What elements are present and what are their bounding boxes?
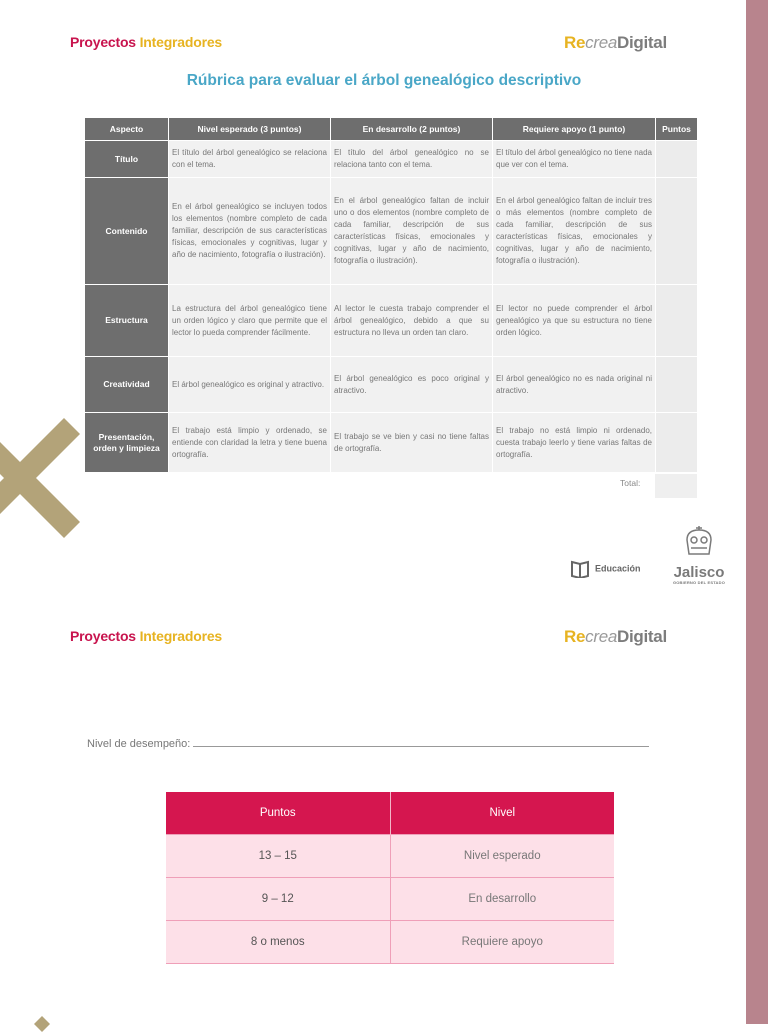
decorative-shape-bottom [28, 1012, 68, 1036]
cell-apoyo: El lector no puede comprender el árbol genealógico ya que su estructura no tiene orden lógico. [493, 285, 656, 357]
cell-apoyo: El título del árbol genealógico no tiene nada que ver con el tema. [493, 141, 656, 178]
col-puntos: Puntos [166, 792, 390, 835]
cell-desarrollo: El trabajo se ve bien y casi no tiene faltas de ortografía. [331, 413, 493, 473]
table-row [85, 285, 698, 357]
table-row [85, 141, 698, 178]
score-header-row [166, 792, 614, 835]
nivel-cell: En desarrollo [390, 878, 614, 921]
col-aspecto: Aspecto [85, 118, 169, 141]
cell-esperado: El trabajo está limpio y ordenado, se entiende con claridad la letra y tiene buena ortografía. [169, 413, 331, 473]
page-title: Rúbrica para evaluar el árbol genealógico descriptivo [186, 72, 582, 89]
score-table [166, 792, 614, 964]
educacion-text: Educación [595, 563, 641, 574]
table-row [166, 878, 614, 921]
total-label: Total: [620, 478, 641, 488]
aspect-cell: Estructura [85, 285, 169, 357]
rubric-header-row [85, 118, 698, 141]
cell-apoyo: El árbol genealógico no es nada original ni atractivo. [493, 357, 656, 413]
col-desarrollo: En desarrollo (2 puntos) [331, 118, 493, 141]
col-nivel: Nivel [390, 792, 614, 835]
table-row [85, 413, 698, 473]
brand-proyectos-integradores [70, 34, 222, 50]
jalisco-subtext: GOBIERNO DEL ESTADO [672, 580, 726, 585]
nivel-desempeno-field [87, 736, 649, 750]
points-cell[interactable] [656, 413, 698, 473]
points-cell[interactable] [656, 141, 698, 178]
table-row [166, 921, 614, 964]
cell-apoyo: En el árbol genealógico faltan de incluir tres o más elementos (nombre completo de cada familiar, descripción de sus características físicas, emocionales y cognitivas, lugar y año de nacimiento, fotografía o ilustración). [493, 178, 656, 285]
puntos-cell: 8 o menos [166, 921, 390, 964]
table-row [166, 835, 614, 878]
book-icon [570, 560, 590, 578]
decorative-x-shape [0, 418, 80, 538]
recrea-digital-logo: RecreaDigital [564, 33, 667, 52]
jalisco-crest-icon [681, 526, 717, 560]
jalisco-text: Jalisco [673, 564, 725, 581]
nivel-desempeno-label: Nivel de desempeño: [87, 738, 191, 750]
puntos-cell: 9 – 12 [166, 878, 390, 921]
aspect-cell: Contenido [85, 178, 169, 285]
side-strip [746, 0, 768, 1024]
brand-proyectos-integradores-page2: Proyectos Integradores [70, 628, 223, 644]
points-cell[interactable] [656, 178, 698, 285]
aspect-cell: Creatividad [85, 357, 169, 413]
cell-apoyo: El trabajo no está limpio ni ordenado, cuesta trabajo leerlo y tiene varias faltas de ortografía. [493, 413, 656, 473]
col-puntos: Puntos [656, 118, 698, 141]
col-esperado: Nivel esperado (3 puntos) [169, 118, 331, 141]
educacion-logo [570, 560, 641, 578]
cell-esperado: El título del árbol genealógico se relaciona con el tema. [169, 141, 331, 178]
rubric-table [84, 117, 698, 473]
points-cell[interactable] [656, 357, 698, 413]
table-row [85, 357, 698, 413]
nivel-cell: Nivel esperado [390, 835, 614, 878]
recrea-digital-logo-page2: RecreaDigital [564, 627, 667, 646]
cell-desarrollo: El árbol genealógico es poco original y atractivo. [331, 357, 493, 413]
total-input-box[interactable] [655, 474, 697, 498]
cell-desarrollo: El título del árbol genealógico no se relaciona tanto con el tema. [331, 141, 493, 178]
brand-part2: Integradores [139, 34, 223, 50]
nivel-cell: Requiere apoyo [390, 921, 614, 964]
col-apoyo: Requiere apoyo (1 punto) [493, 118, 656, 141]
cell-esperado: En el árbol genealógico se incluyen todos los elementos (nombre completo de cada familiar, descripción de sus características físicas, emocionales y cognitivas, lugar y año de nacimiento, fotografía o ilustración). [169, 178, 331, 285]
cell-esperado: La estructura del árbol genealógico tiene un orden lógico y claro que permite que el lector lo pueda comprender fácilmente. [169, 285, 331, 357]
aspect-cell: Presentación, orden y limpieza [85, 413, 169, 473]
jalisco-logo [668, 526, 730, 585]
nivel-desempeno-blank[interactable] [193, 736, 649, 747]
brand-part1: Proyectos [70, 34, 136, 50]
cell-desarrollo: Al lector le cuesta trabajo comprender el árbol genealógico, debido a que su estructura no lleva un orden tan claro. [331, 285, 493, 357]
puntos-cell: 13 – 15 [166, 835, 390, 878]
cell-esperado: El árbol genealógico es original y atractivo. [169, 357, 331, 413]
points-cell[interactable] [656, 285, 698, 357]
table-row [85, 178, 698, 285]
aspect-cell: Título [85, 141, 169, 178]
cell-desarrollo: En el árbol genealógico faltan de incluir uno o dos elementos (nombre completo de cada familiar, descripción de sus características físicas, emocionales y cognitivas, lugar y año de nacimiento, fotografía o ilustración). [331, 178, 493, 285]
